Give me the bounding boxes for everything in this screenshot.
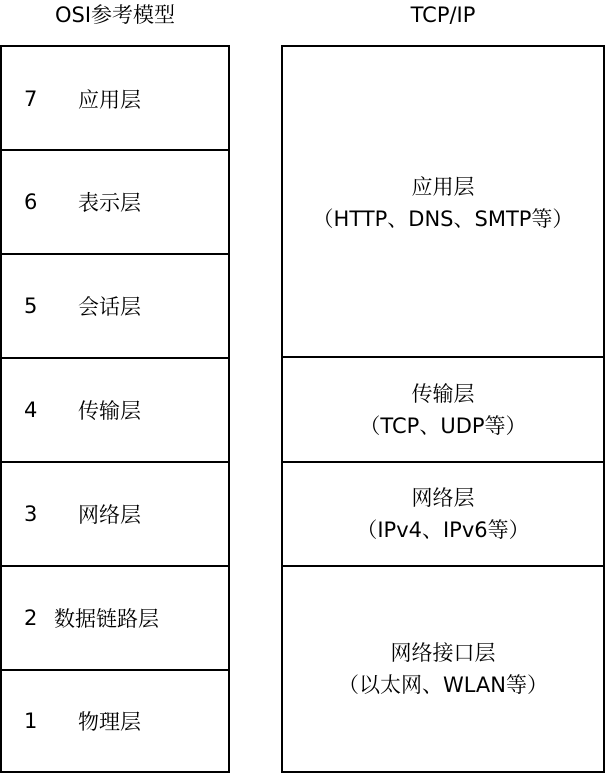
osi-layer-number: 4	[24, 398, 38, 422]
osi-layer-name: 会话层	[78, 295, 141, 319]
tcpip-layer-name: 传输层	[411, 381, 475, 406]
osi-layer-name: 数据链路层	[54, 607, 159, 631]
osi-layer-4	[2, 357, 228, 461]
tcpip-layer-network	[283, 461, 603, 565]
tcpip-layer-protocols: （TCP、UDP等）	[359, 413, 527, 438]
tcpip-layer-name: 应用层	[411, 174, 475, 199]
osi-layer-5	[2, 253, 228, 357]
tcpip-layer-protocols: （IPv4、IPv6等）	[356, 518, 530, 542]
osi-layer-7	[2, 47, 228, 151]
tcpip-layer-transport	[283, 356, 603, 461]
tcpip-layer-protocols: （HTTP、DNS、SMTP等）	[312, 206, 574, 231]
osi-layer-number: 6	[24, 190, 38, 214]
osi-layer-6	[2, 149, 228, 253]
osi-layer-name: 网络层	[78, 503, 141, 527]
osi-model-column	[0, 45, 230, 773]
osi-layer-name: 表示层	[78, 191, 141, 215]
osi-layer-2	[2, 565, 228, 669]
tcpip-layer-name: 网络层	[411, 486, 475, 510]
tcpip-layer-network-interface	[283, 565, 603, 771]
osi-layer-number: 2	[24, 606, 38, 630]
osi-layer-3	[2, 461, 228, 565]
osi-layer-number: 5	[24, 294, 38, 318]
tcpip-model-title: TCP/IP	[410, 3, 476, 27]
osi-layer-number: 1	[24, 709, 38, 733]
tcpip-model-column	[281, 45, 605, 773]
osi-layer-name: 物理层	[78, 710, 141, 734]
osi-layer-name: 应用层	[78, 88, 141, 112]
osi-layer-1	[2, 669, 228, 771]
osi-model-title: OSI参考模型	[54, 3, 176, 27]
osi-layer-number: 3	[24, 502, 38, 526]
tcpip-layer-protocols: （以太网、WLAN等）	[337, 673, 549, 697]
tcpip-layer-application	[283, 47, 603, 358]
osi-layer-number: 7	[24, 87, 38, 111]
osi-layer-name: 传输层	[78, 399, 141, 423]
tcpip-layer-name: 网络接口层	[390, 641, 496, 665]
